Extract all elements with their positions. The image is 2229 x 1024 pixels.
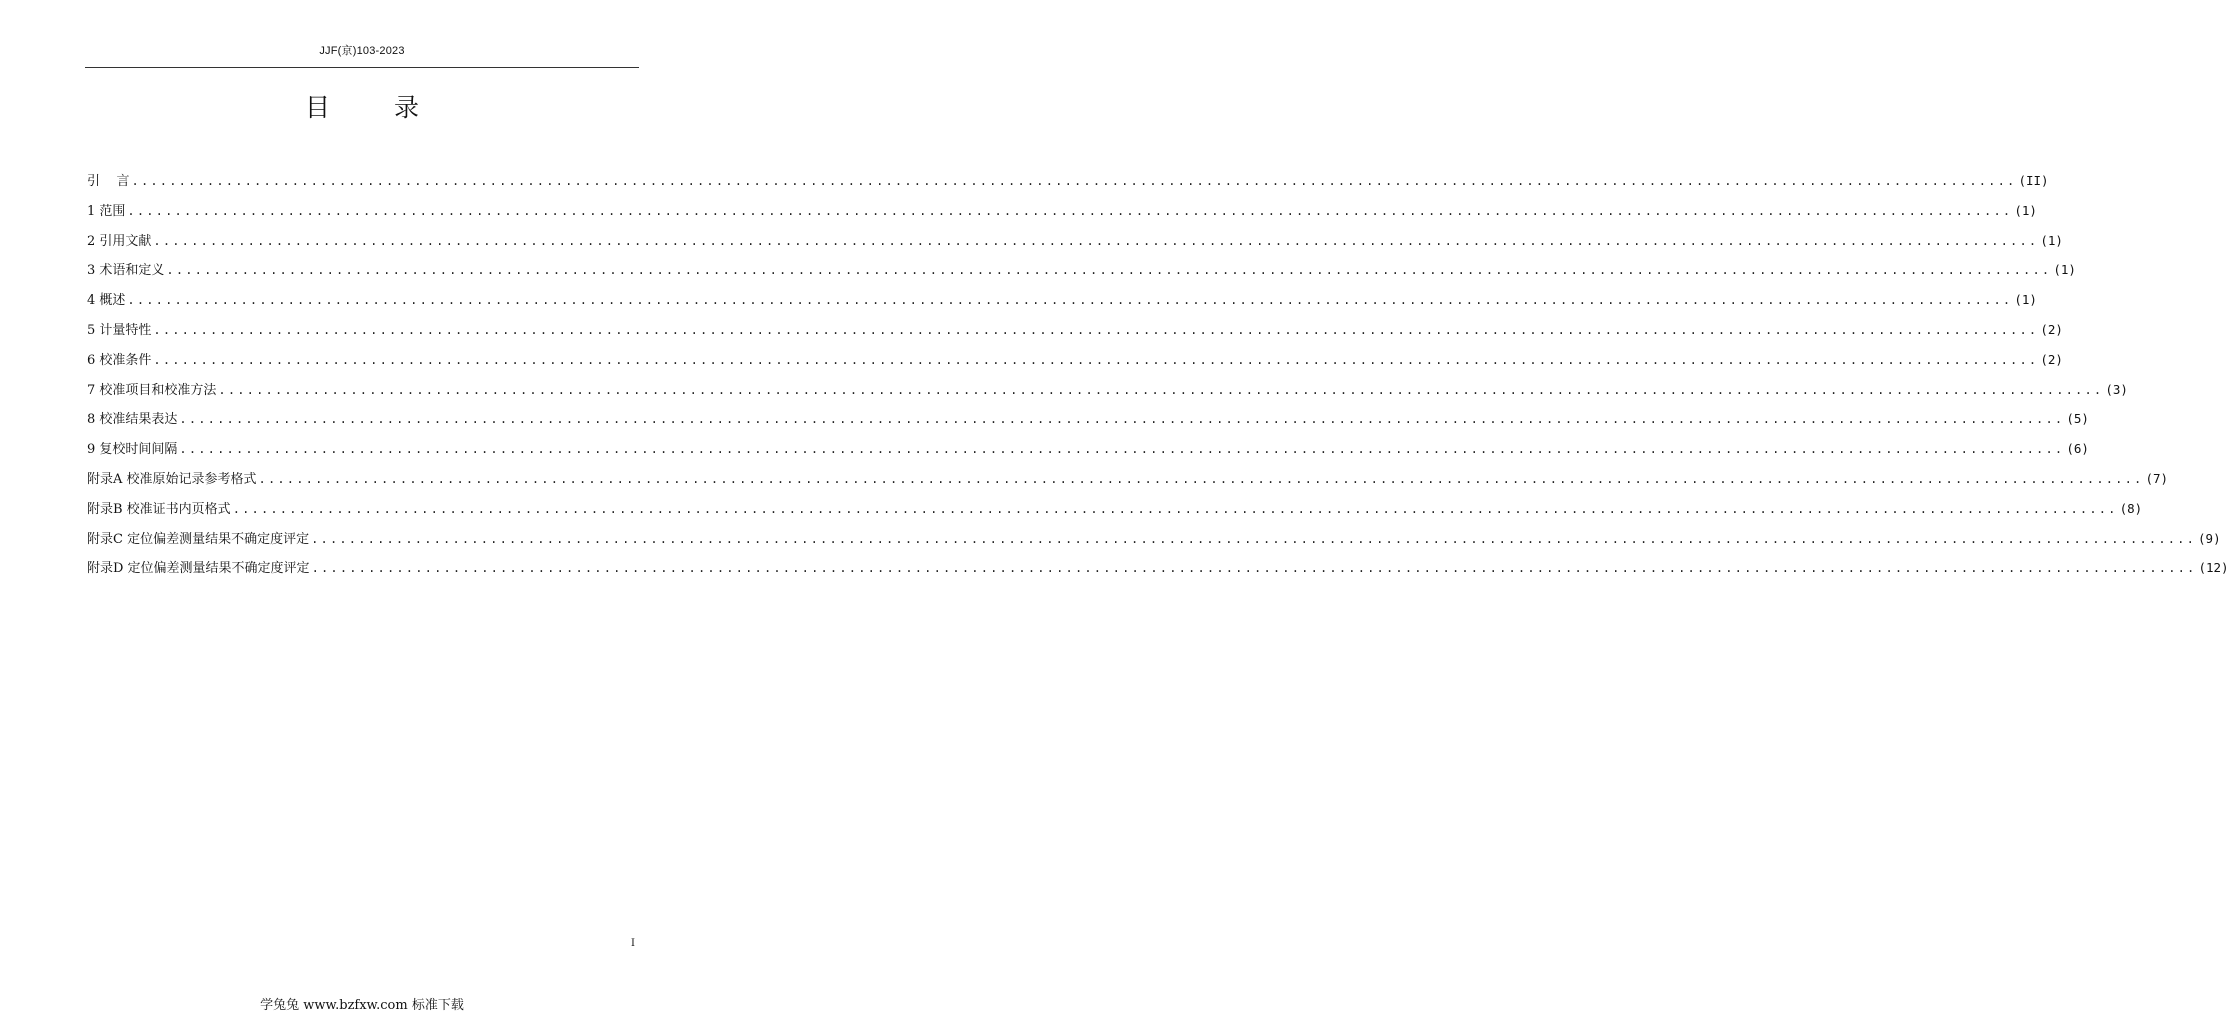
toc-entry[interactable] (87, 557, 2229, 587)
toc-entry[interactable] (87, 319, 2063, 349)
toc-leader-dots: ........................................................................................................................................................................................................ (232, 501, 2118, 516)
table-of-contents (87, 170, 2229, 587)
toc-entry-label: 9 复校时间间隔 (87, 442, 178, 458)
toc-entry-page: (2) (2040, 321, 2063, 337)
toc-entry-page: (12) (2198, 560, 2229, 576)
toc-entry-label: 1 范围 (87, 203, 126, 219)
toc-leader-dots: ........................................................................................................................................................................................................ (153, 322, 2039, 337)
page-title: 目 录 (305, 93, 447, 122)
toc-entry[interactable] (87, 230, 2063, 260)
toc-leader-dots: ........................................................................................................................................................................................................ (153, 352, 2039, 367)
toc-entry[interactable] (87, 528, 2221, 558)
toc-entry-page: (1) (2053, 262, 2076, 278)
toc-entry[interactable] (87, 349, 2063, 379)
toc-entry[interactable] (87, 498, 2143, 528)
toc-entry-page: (9) (2198, 530, 2221, 546)
toc-entry-label: 5 计量特性 (87, 322, 152, 338)
toc-leader-dots: ........................................................................................................................................................................................................ (218, 382, 2104, 397)
document-code-header: JJF(京)103-2023 (319, 45, 405, 57)
toc-entry-label: 附录C 定位偏差测量结果不确定度评定 (87, 531, 310, 547)
toc-leader-dots: ........................................................................................................................................................................................................ (179, 412, 2065, 427)
toc-entry-label: 3 术语和定义 (87, 263, 165, 279)
toc-entry-label: 4 概述 (87, 293, 126, 309)
toc-leader-dots: ........................................................................................................................................................................................................ (179, 442, 2065, 457)
toc-entry[interactable] (87, 200, 2037, 230)
toc-leader-dots: ........................................................................................................................................................................................................ (127, 203, 2013, 218)
toc-entry[interactable] (87, 379, 2128, 409)
toc-entry[interactable] (87, 259, 2076, 289)
toc-entry-label: 8 校准结果表达 (87, 412, 178, 428)
toc-entry[interactable] (87, 408, 2089, 438)
toc-entry-label: 附录B 校准证书内页格式 (87, 501, 231, 517)
toc-entry-page: (2) (2040, 351, 2063, 367)
toc-entry-label: 附录A 校准原始记录参考格式 (87, 471, 257, 487)
header-rule (85, 67, 639, 68)
toc-entry-label: 2 引用文献 (87, 233, 152, 249)
toc-entry[interactable] (87, 438, 2089, 468)
toc-entry-page: (7) (2145, 470, 2169, 486)
toc-entry-page: (II) (2018, 173, 2049, 188)
toc-entry-page: (1) (2014, 292, 2037, 308)
toc-entry-label: 附录D 定位偏差测量结果不确定度评定 (87, 561, 310, 577)
toc-entry-label: 引 言 (87, 174, 130, 189)
toc-entry-page: (5) (2066, 411, 2089, 427)
toc-leader-dots: ........................................................................................................................................................................................................ (127, 293, 2013, 308)
page-number: I (631, 938, 635, 949)
toc-entry-page: (8) (2119, 500, 2143, 516)
toc-entry-page: (1) (2014, 202, 2037, 218)
toc-entry-label: 6 校准条件 (87, 352, 152, 368)
toc-leader-dots: ........................................................................................................................................................................................................ (166, 263, 2052, 278)
toc-leader-dots: ........................................................................................................................................................................................................ (311, 531, 2197, 546)
watermark-text: 学兔兔 www.bzfxw.com 标准下载 (260, 998, 464, 1013)
toc-entry[interactable] (87, 468, 2169, 498)
toc-entry-label: 7 校准项目和校准方法 (87, 382, 217, 398)
toc-entry-page: (3) (2105, 381, 2128, 397)
toc-leader-dots: ........................................................................................................................................................................................................ (311, 561, 2197, 576)
toc-entry-page: (1) (2040, 232, 2063, 248)
toc-leader-dots: ........................................................................................................................................................................................................ (153, 233, 2039, 248)
toc-entry[interactable] (87, 289, 2037, 319)
toc-leader-dots: ........................................................................................................................................................................................................ (258, 471, 2144, 486)
toc-entry[interactable] (87, 170, 2049, 200)
toc-leader-dots: ........................................................................................................................................................................................................ (131, 174, 2017, 188)
toc-entry-page: (6) (2066, 441, 2089, 457)
